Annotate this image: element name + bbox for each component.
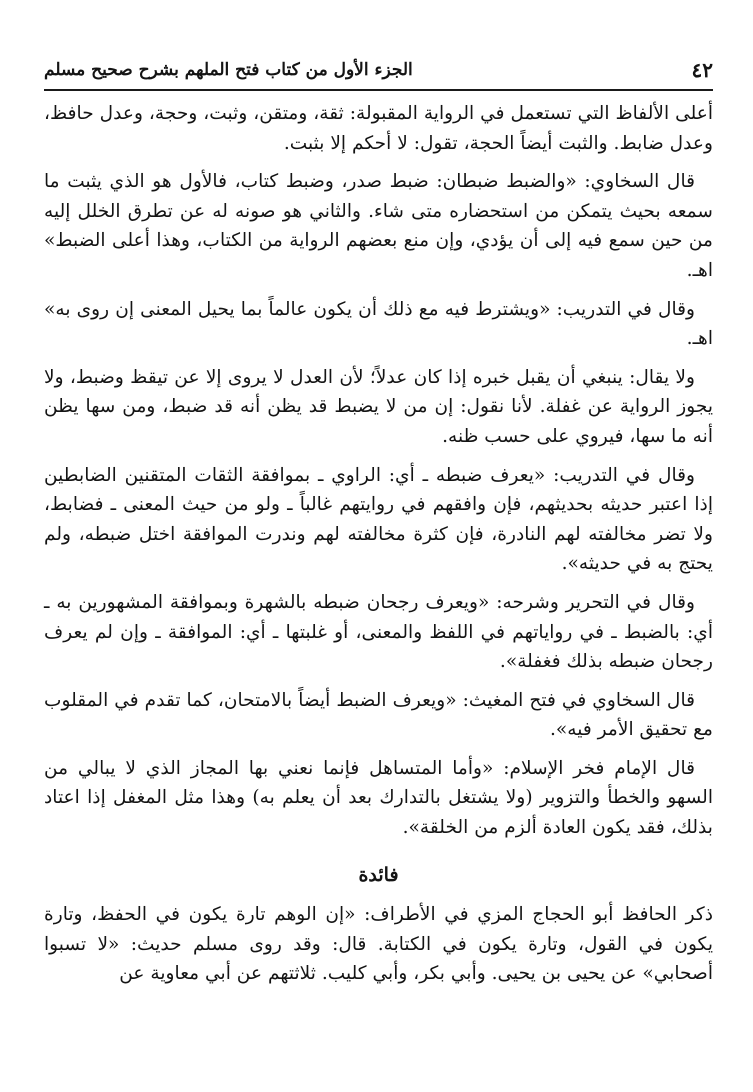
paragraph-2: قال السخاوي: «والضبط ضبطان: ضبط صدر، وضبط كتاب، فالأول هو الذي يثبت ما سمعه بحيث يتمكن من استحضاره متى شاء. والثاني هو صونه له عن تطرق الخلل إليه من حين سمع فيه إلى أن يؤدي، وإن منع بعضهم الرواية من الكتاب، وهذا أعلى الضبط» اهـ. xyxy=(44,171,713,281)
paragraph-8: قال الإمام فخر الإسلام: «وأما المتساهل فإنما نعني بها المجاز الذي لا يبالي من السهو والخطأ والتزوير (ولا يشتغل بالتدارك بعد أن يعلم به) وهذا مثل المغفل إذا اعتاد بذلك، فقد يكون العادة ألزم من الخلقة». xyxy=(44,757,713,839)
paragraph-3: وقال في التدريب: «ويشترط فيه مع ذلك أن يكون عالماً بما يحيل المعنى إن روى به» اهـ. xyxy=(44,298,713,350)
paragraph-1: أعلى الألفاظ التي تستعمل في الرواية المقبولة: ثقة، ومتقن، وثبت، وحجة، وعدل حافظ، وعدل ضابط. والثبت أيضاً الحجة، تقول: لا أحكم إلا بثبت. xyxy=(44,103,713,154)
paragraph-6: وقال في التحرير وشرحه: «ويعرف رجحان ضبطه بالشهرة وبموافقة المشهورين به ـ أي: بالضبط ـ في رواياتهم في اللفظ والمعنى، أو غلبتها ـ أي: الموافقة ـ وإن لم يعرف رجحان ضبطه بذلك فغفلة». xyxy=(44,591,713,673)
header-divider xyxy=(44,89,713,91)
page-body xyxy=(44,99,713,998)
running-header xyxy=(44,56,713,84)
page-number: ٤٢ xyxy=(691,58,713,82)
paragraph-7: قال السخاوي في فتح المغيث: «ويعرف الضبط أيضاً بالامتحان، كما تقدم في المقلوب مع تحقيق الأمر فيه». xyxy=(44,689,713,741)
paragraph-4: ولا يقال: ينبغي أن يقبل خبره إذا كان عدلاً؛ لأن العدل لا يروى إلا عن تيقظ وضبط، ولا يجوز الرواية عن غفلة. لأنا نقول: إن من لا يضبط قد يظن أنه قد ضبط، ومن سها يظن أنه ما سها، فيروي على حسب ظنه. xyxy=(44,366,713,447)
paragraph-5: وقال في التدريب: «يعرف ضبطه ـ أي: الراوي ـ بموافقة الثقات المتقنين الضابطين إذا اعتبر حديثه بحديثهم، فإن وافقهم في روايتهم غالباً ـ ولو من حيث المعنى ـ فضابط، ولا تضر مخالفته لهم النادرة، فإن كثرة مخالفته لهم وندرت الموافقة اختل ضبطه، ولم يحتج به في حديثه». xyxy=(44,464,713,575)
paragraph-final: ذكر الحافظ أبو الحجاج المزي في الأطراف: «إن الوهم تارة يكون في الحفظ، وتارة يكون في القول، وتارة يكون في الكتابة. قال: وقد روى مسلم حديث: «لا تسبوا أصحابي» عن يحيى بن يحيى. وأبي بكر، وأبي كليب. ثلاثتهم عن أبي معاوية عن xyxy=(44,904,713,985)
section-title: فائدة xyxy=(358,863,399,886)
running-title: الجزء الأول من كتاب فتح الملهم بشرح صحيح مسلم xyxy=(44,60,413,80)
